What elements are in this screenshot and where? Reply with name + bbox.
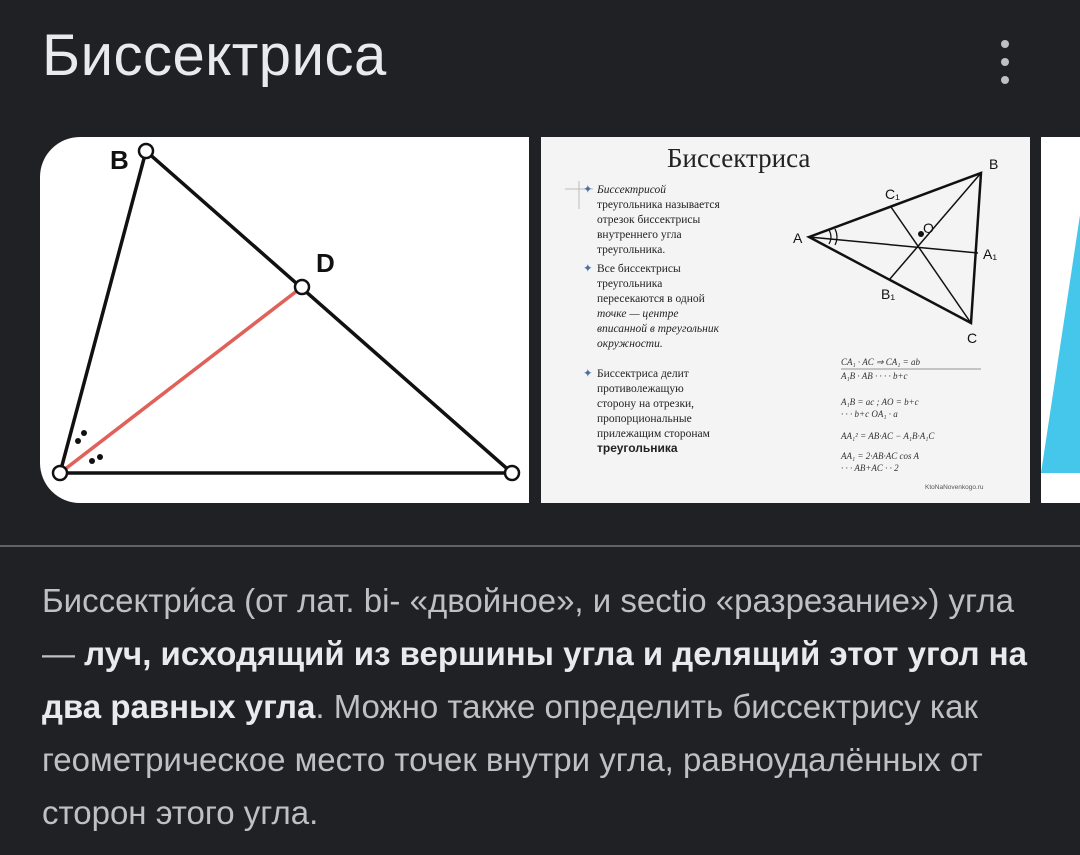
bullet2-line3: пересекаются в одной (597, 293, 705, 305)
svg-text:AA₁² = AB·AC − A₁B·A₁C: AA₁² = AB·AC − A₁B·A₁C (841, 431, 935, 441)
bullet1-line3: отрезок биссектрисы (597, 214, 701, 226)
svg-text:A₁B = ac ; AO = b+c: A₁B = ac ; AO = b+c (841, 397, 919, 407)
vertex-o: O (923, 220, 934, 236)
more-vert-icon[interactable] (990, 40, 1020, 84)
image-bisector-slide[interactable] (541, 137, 1030, 503)
bullet1-line4: внутреннего угла (597, 229, 682, 241)
bullet2-line4: точке — центре (597, 308, 679, 320)
bullet2-line6: окружности. (597, 338, 663, 350)
bullet1-line1: Биссектрисой (597, 184, 667, 196)
svg-text:✦: ✦ (583, 184, 593, 196)
svg-text:· · · b+c OA₁ · a: · · · b+c OA₁ · a (841, 409, 898, 419)
description-bold: луч, исходящий из вершины угла и делящий этот угол на два равных угла (42, 635, 1028, 725)
image-carousel[interactable] (40, 137, 1080, 503)
label-b: B (110, 145, 129, 175)
label-d: D (316, 248, 335, 278)
svg-text:AA₁ = 2·AB·AC cos A: AA₁ = 2·AB·AC cos A (841, 451, 920, 461)
vertex-b: B (989, 156, 999, 172)
slide-title: Биссектриса (667, 143, 811, 173)
image-partial[interactable] (1041, 137, 1080, 503)
svg-text:A₁B · AB · · · · b+c: A₁B · AB · · · · b+c (841, 371, 908, 381)
svg-text:✦: ✦ (583, 263, 593, 275)
description-part2: . Можно также определить биссектрису как геометрическое место точек внутри угла, равноудалённых от сторон этого угла. (42, 688, 983, 831)
svg-text:✦: ✦ (583, 368, 593, 380)
description-text (42, 574, 1042, 839)
divider (0, 545, 1080, 547)
bullet2-line1: Все биссектрисы (597, 263, 681, 275)
vertex-a: A (793, 230, 803, 246)
vertex-b1: B₁ (881, 286, 896, 302)
watermark: KtoNaNovenkogo.ru (925, 484, 984, 491)
bullet3-line2: противолежащую (597, 383, 684, 395)
bullet1-line5: треугольника. (597, 244, 666, 256)
bullet3-line5: прилежащим сторонам (597, 428, 710, 440)
vertex-c1: C₁ (885, 186, 900, 202)
svg-text:CA₁ · AC ⇒ CA₁ = ab: CA₁ · AC ⇒ CA₁ = ab (841, 357, 920, 367)
bullet3-line3: сторону на отрезки, (597, 398, 695, 410)
image-bisector-triangle[interactable] (40, 137, 529, 503)
bullet2-line2: треугольника (597, 278, 663, 290)
bullet3-line1: Биссектриса делит (597, 368, 689, 380)
bullet1-line2: треугольника называется (597, 199, 720, 211)
page-title: Биссектриса (42, 23, 387, 88)
bullet3-line6: треугольника (597, 441, 678, 455)
description-part1: Биссектри́са (от лат. bi- «двойное», и sectio «разрезание») угла — (42, 582, 1014, 672)
vertex-a1: A₁ (983, 246, 998, 262)
bullet2-line5: вписанной в треугольник (597, 323, 719, 335)
bullet3-line4: пропорциональные (597, 413, 692, 425)
svg-text:· · · AB+AC · · 2: · · · AB+AC · · 2 (841, 463, 899, 473)
vertex-c: C (967, 330, 978, 346)
